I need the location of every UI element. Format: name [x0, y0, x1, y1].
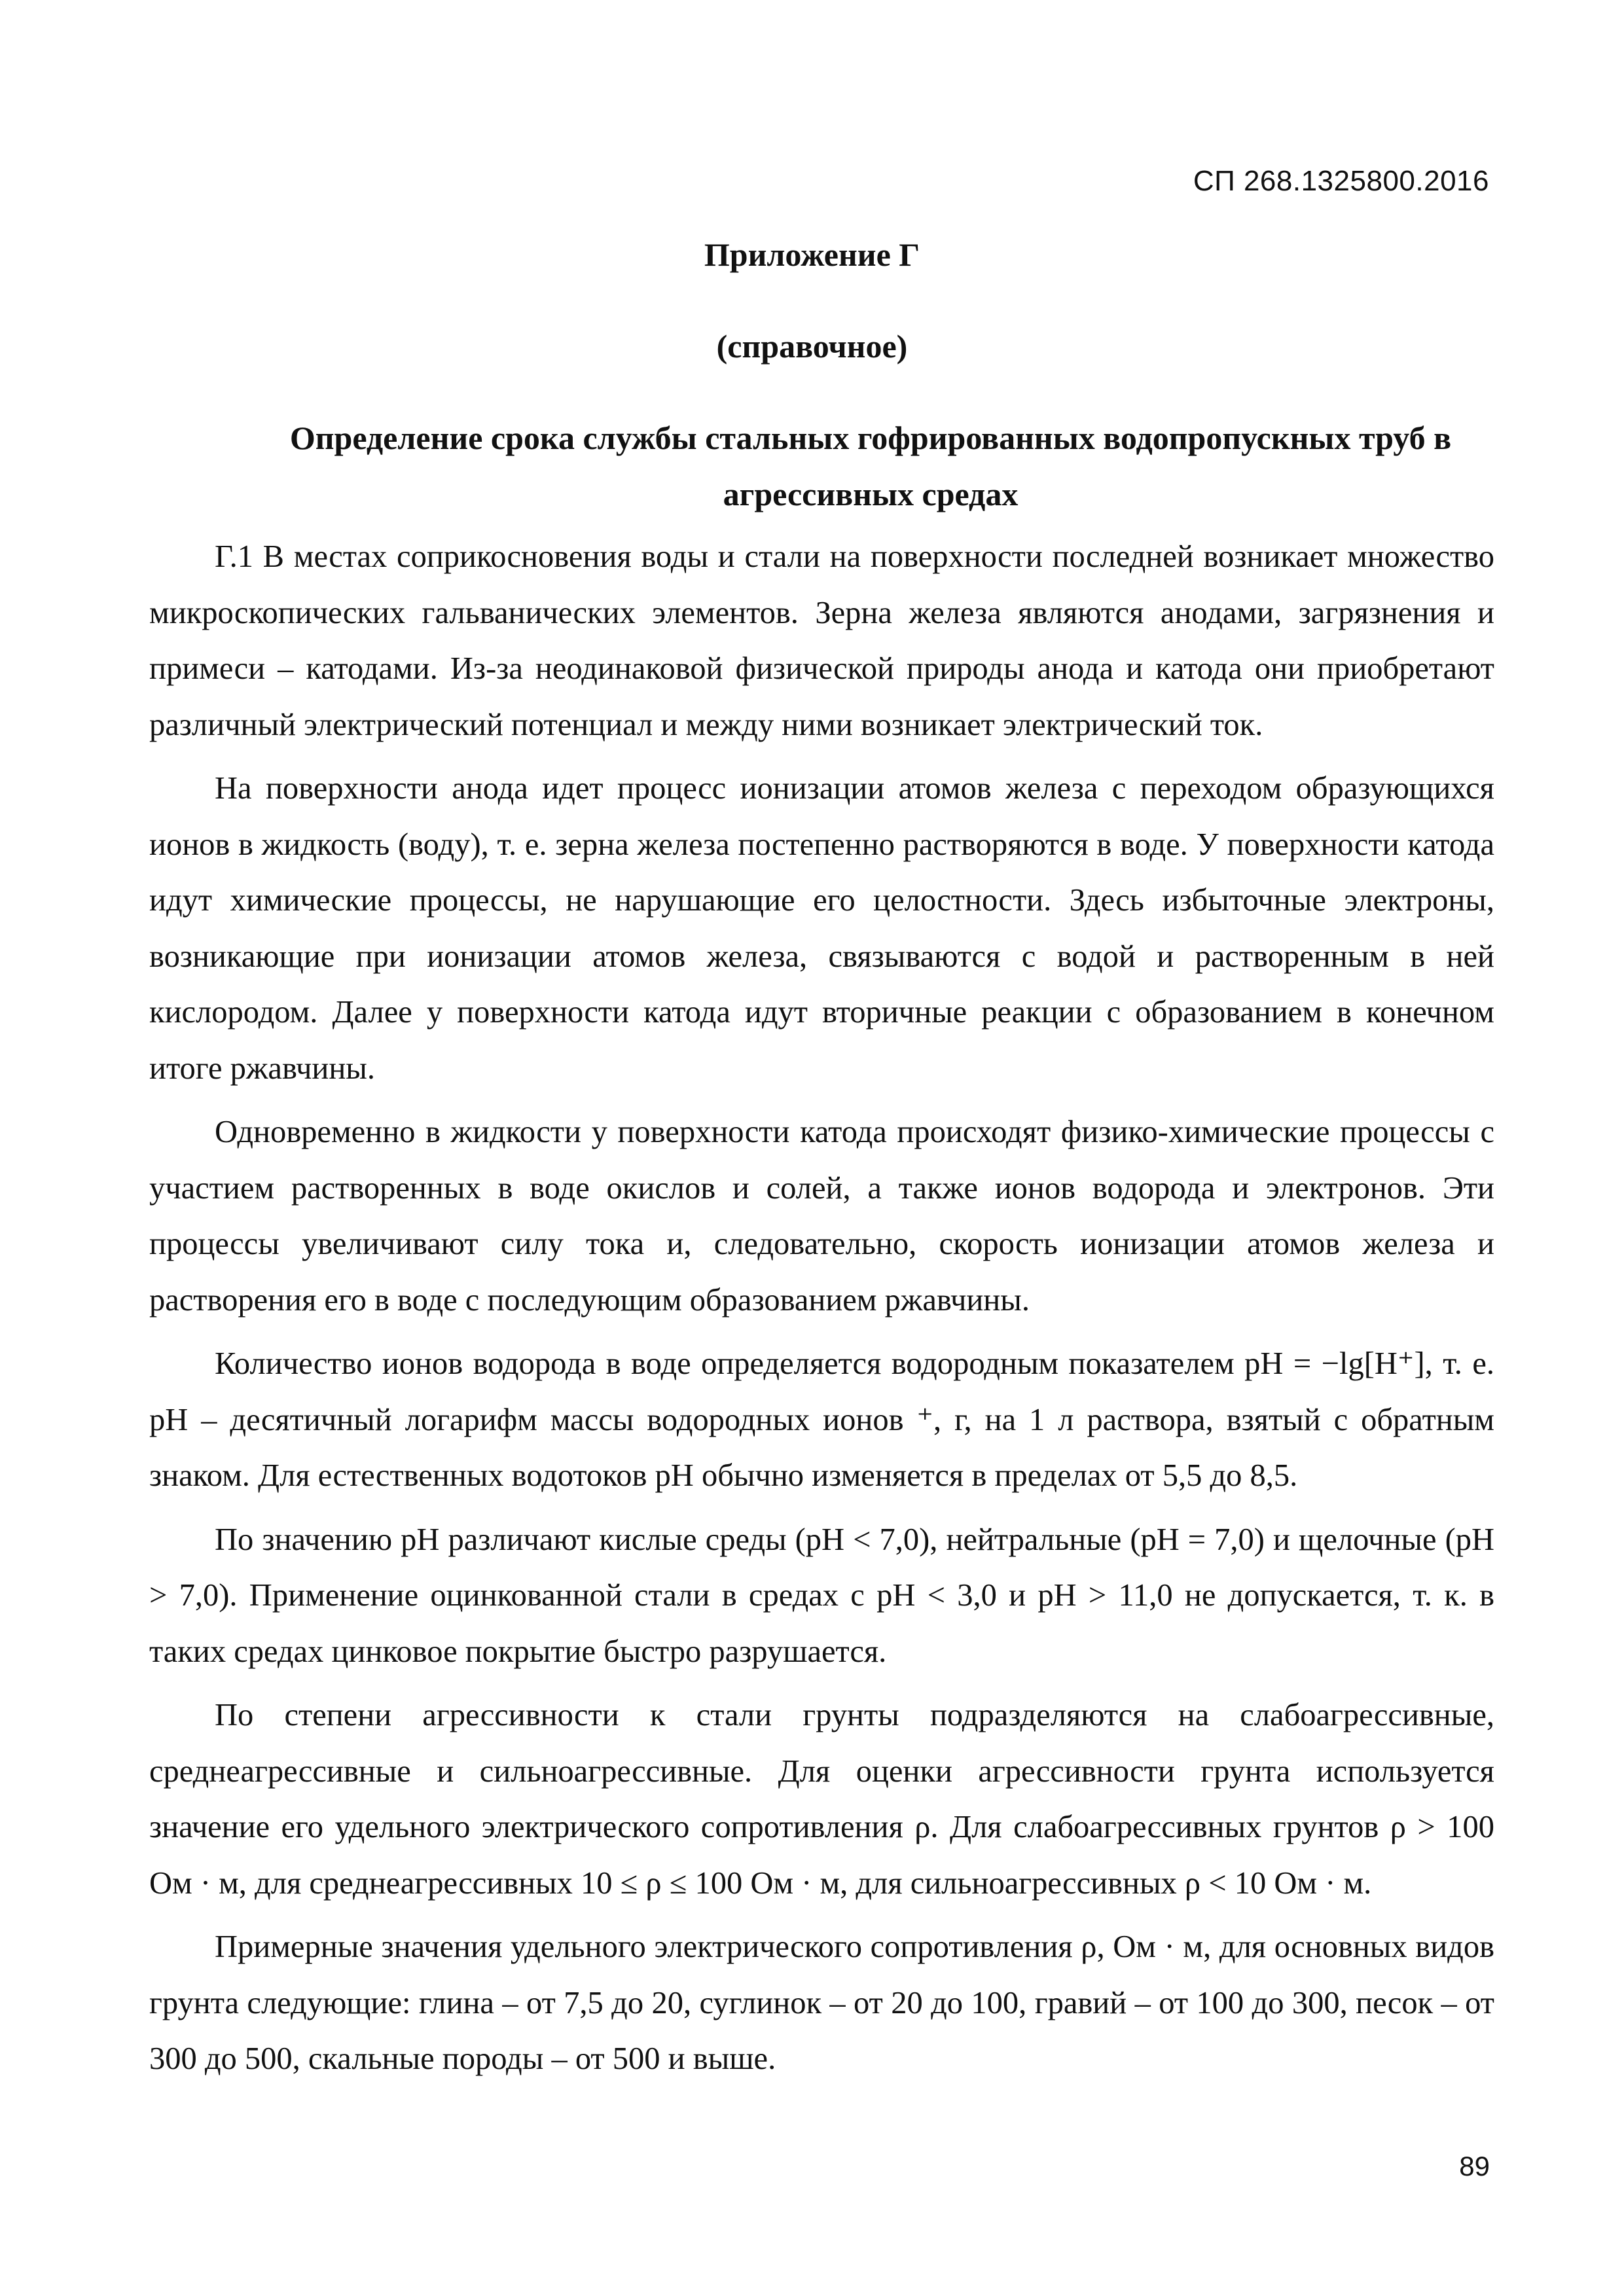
paragraph-g1: Г.1 В местах соприкосновения воды и стали на поверхности последней возникает множество микроскопических гальванических элементов. Зерна железа являются анодами, загрязнения и примеси – катодами. Из-за неодинаковой физической природы анода и катода они приобретают различный электрический потенциал и между ними возникает электрический ток.: [149, 539, 1494, 742]
paragraph-cathode-processes: Одновременно в жидкости у поверхности катода происходят физико-химические процессы с участием растворенных в воде окислов и солей, а также ионов водорода и электронов. Эти процессы увеличивают силу тока и, следовательно, скорость ионизации атомов железа и растворения его в воде с последующим образованием ржавчины.: [149, 1115, 1494, 1318]
paragraph-soil-aggressiveness: По степени агрессивности к стали грунты подразделяются на слабоагрессивные, среднеагрессивные и сильноагрессивные. Для оценки агрессивности грунта используется значение его удельного электрического сопротивления ρ. Для слабоагрессивных грунтов ρ > 100 Ом · м, для среднеагрессивных 10 ≤ ρ ≤ 100 Ом · м, для сильноагрессивных ρ < 10 Ом · м.: [149, 1698, 1494, 1901]
appendix-title: Приложение Г: [704, 236, 920, 273]
appendix-kind: (справочное): [716, 328, 908, 365]
section-heading: Определение срока службы стальных гофрированных водопропускных труб в агрессивных средах: [289, 420, 1452, 512]
document-code: СП 268.1325800.2016: [1193, 165, 1489, 197]
paragraph-anode-process: На поверхности анода идет процесс ионизации атомов железа с переходом образующихся ионов в жидкость (воду), т. е. зерна железа постепенно растворяются в воде. У поверхности катода идут химические процессы, не нарушающие его целостности. Здесь избыточные электроны, возникающие при ионизации атомов железа, связываются с водой и растворенным в ней кислородом. Далее у поверхности катода идут вторичные реакции с образованием в конечном итоге ржавчины.: [149, 771, 1494, 1086]
body-text: [149, 529, 1494, 2087]
page-number: 89: [1459, 2151, 1490, 2181]
paragraph-ph-media: По значению pH различают кислые среды (pH < 7,0), нейтральные (pH = 7,0) и щелочные (pH > 7,0). Применение оцинкованной стали в средах с pH < 3,0 и pH > 11,0 не допускается, т. к. в таких средах цинковое покрытие быстро разрушается.: [149, 1522, 1494, 1669]
paragraph-soil-resistivity: Примерные значения удельного электрического сопротивления ρ, Ом · м, для основных видов грунта следующие: глина – от 7,5 до 20, суглинок – от 20 до 100, гравий – от 100 до 300, песок – от 300 до 500, скальные породы – от 500 и выше.: [149, 1929, 1494, 2076]
paragraph-ph-definition: Количество ионов водорода в воде определяется водородным показателем pH = −lg[H⁺], т. е. pH – десятичный логарифм массы водородных ионов ⁺, г, на 1 л раствора, взятый с обратным знаком. Для естественных водотоков pH обычно изменяется в пределах от 5,5 до 8,5.: [149, 1346, 1494, 1493]
